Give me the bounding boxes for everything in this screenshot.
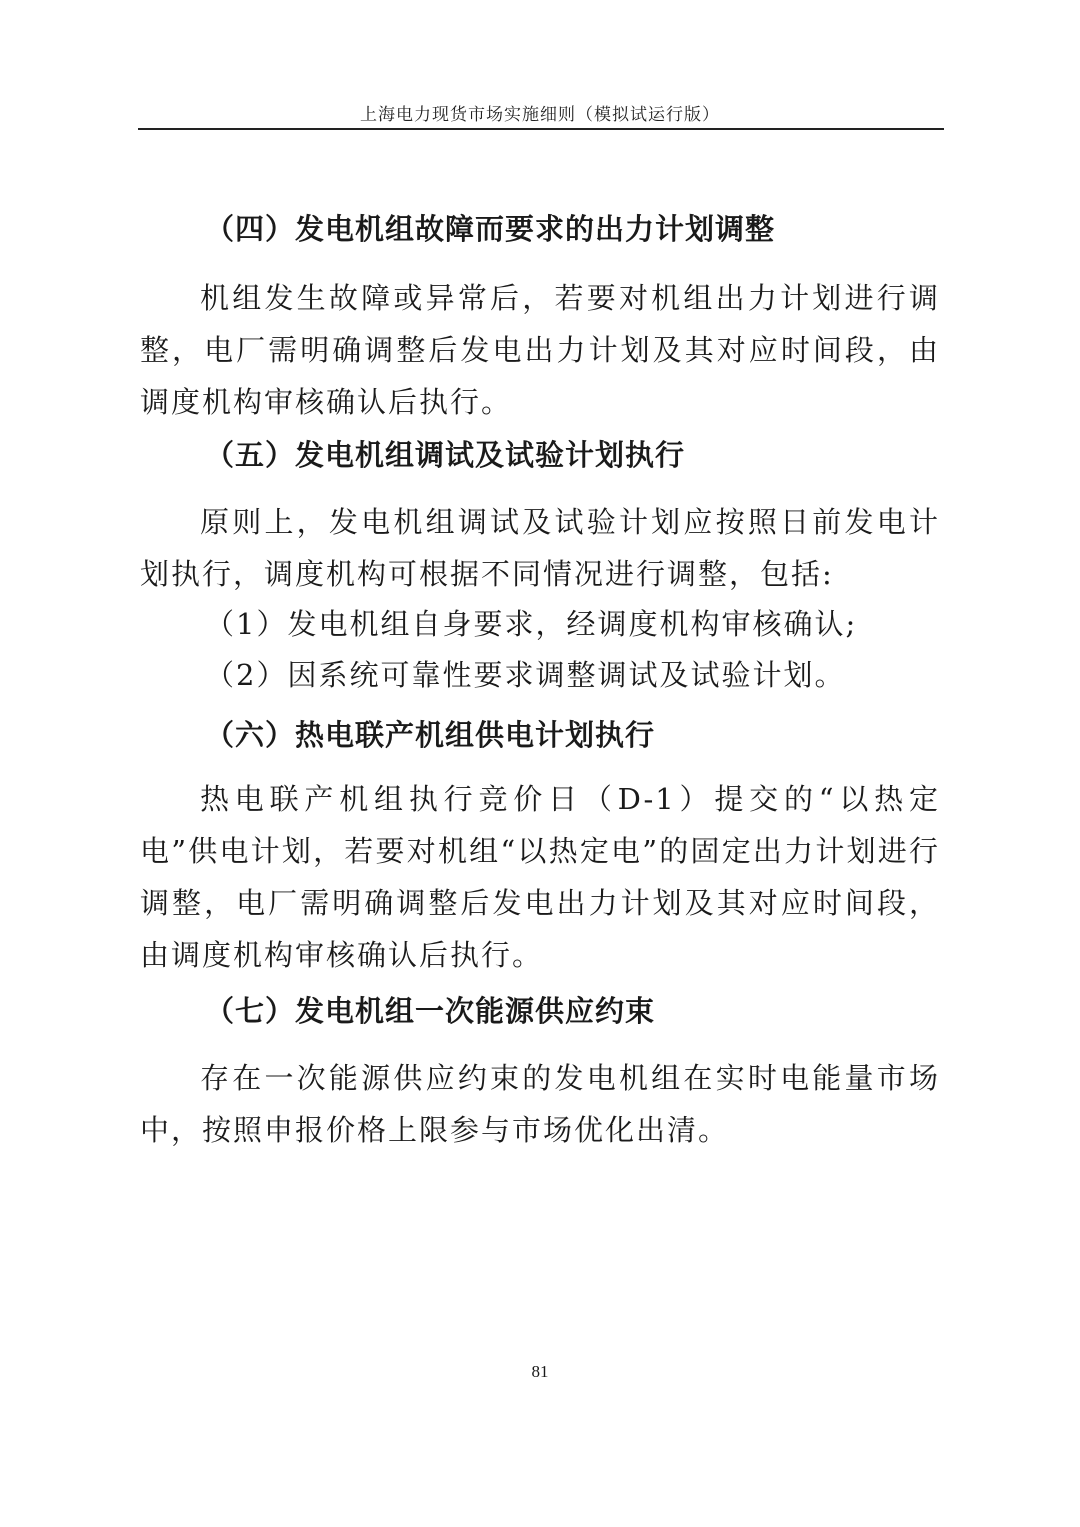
section-heading-6: （六）热电联产机组供电计划执行	[205, 718, 656, 752]
running-header: 上海电力现货市场实施细则（模拟试运行版）	[360, 105, 720, 125]
section-heading-5: （五）发电机组调试及试验计划执行	[205, 438, 686, 472]
section-paragraph-4: 机组发生故障或异常后，若要对机组出力计划进行调整，电厂需明确调整后发电出力计划及其对应时间段，由调度机构审核确认后执行。	[140, 281, 940, 419]
list-item-1: （1）发电机组自身要求，经调度机构审核确认;	[205, 607, 858, 641]
section-paragraph-6: 热电联产机组执行竞价日（D-1）提交的“以热定电”供电计划，若要对机组“以热定电”的固定出力计划进行调整，电厂需明确调整后发电出力计划及其对应时间段，由调度机构审核确认后执行。	[140, 782, 940, 972]
list-item-2: （2）因系统可靠性要求调整调试及试验计划。	[205, 658, 846, 692]
header-rule	[138, 128, 944, 130]
section-heading-4: （四）发电机组故障而要求的出力计划调整	[205, 212, 776, 246]
section-heading-7: （七）发电机组一次能源供应约束	[205, 994, 656, 1028]
section-paragraph-7: 存在一次能源供应约束的发电机组在实时电能量市场中，按照申报价格上限参与市场优化出清。	[140, 1061, 940, 1147]
page-number: 81	[531, 1362, 549, 1381]
section-paragraph-5: 原则上，发电机组调试及试验计划应按照日前发电计划执行，调度机构可根据不同情况进行调整，包括:	[140, 505, 940, 591]
